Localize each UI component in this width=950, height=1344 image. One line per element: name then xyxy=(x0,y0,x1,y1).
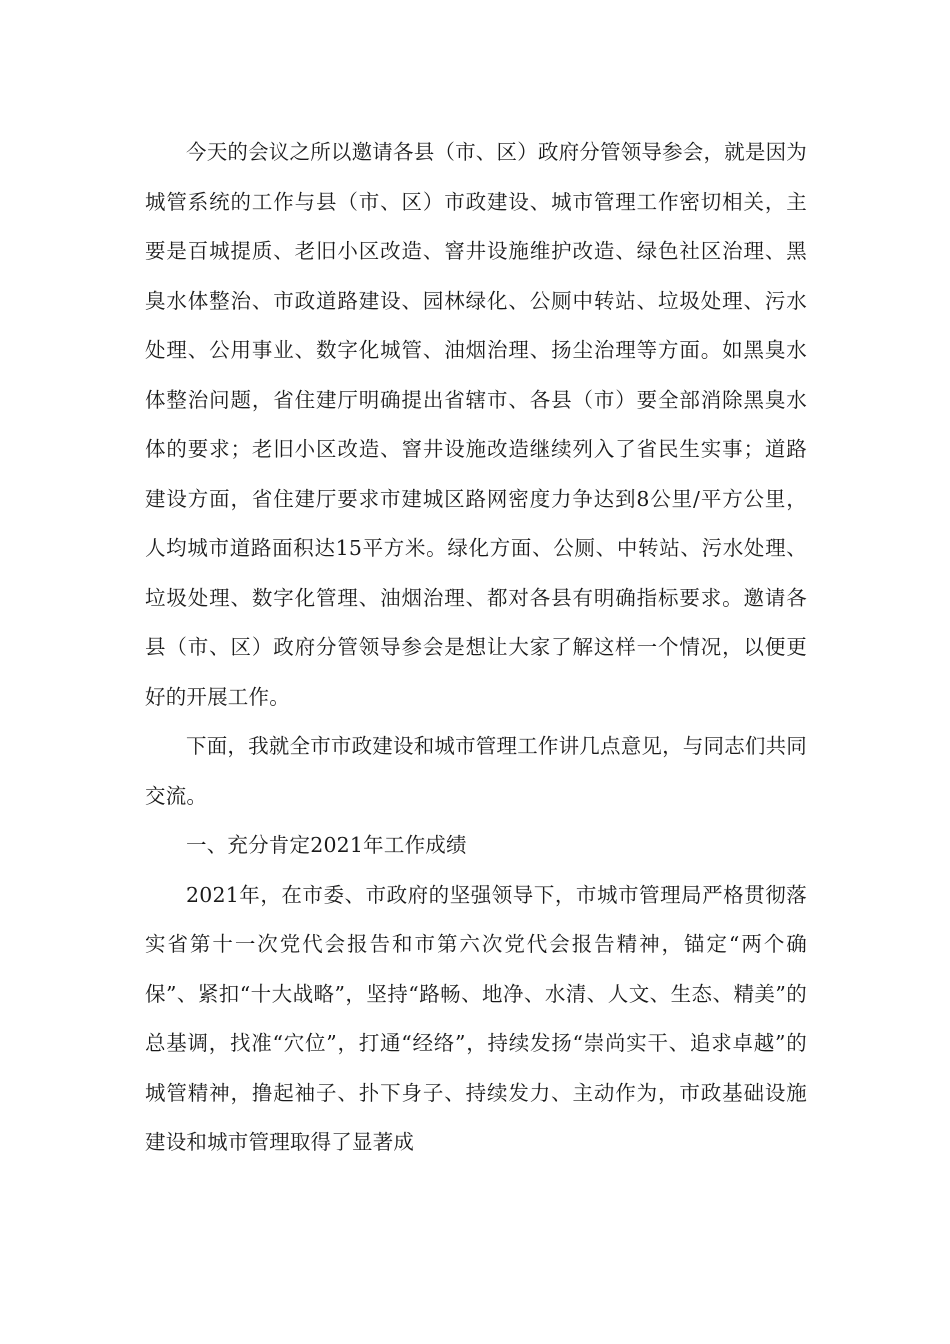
paragraph-introduction: 下面，我就全市市政建设和城市管理工作讲几点意见，与同志们共同交流。 xyxy=(145,734,807,808)
paragraph-2021-summary: 2021年，在市委、市政府的坚强领导下，市城市管理局严格贯彻落实省第十一次党代会报告和市第六次党代会报告精神，锚定“两个确保”、紧扣“十大战略”，坚持“路畅、地净、水清、人文、生态、精美”的总基调，找准“穴位”，打通“经络”，持续发扬“崇尚实干、追求卓越”的城管精神，撸起袖子、扑下身子、持续发力、主动作为，市政基础设施建设和城市管理取得了显著成 xyxy=(145,882,807,1154)
document-body xyxy=(145,128,807,1168)
paragraph-meeting-purpose: 今天的会议之所以邀请各县（市、区）政府分管领导参会，就是因为城管系统的工作与县（市、区）市政建设、城市管理工作密切相关，主要是百城提质、老旧小区改造、窨井设施维护改造、绿色社区治理、黑臭水体整治、市政道路建设、园林绿化、公厕中转站、垃圾处理、污水处理、公用事业、数字化城管、油烟治理、扬尘治理等方面。如黑臭水体整治问题，省住建厅明确提出省辖市、各县（市）要全部消除黑臭水体的要求；老旧小区改造、窨井设施改造继续列入了省民生实事；道路建设方面，省住建厅要求市建城区路网密度力争达到8公里/平方公里，人均城市道路面积达15平方米。绿化方面、公厕、中转站、污水处理、垃圾处理、数字化管理、油烟治理、都对各县有明确指标要求。邀请各县（市、区）政府分管领导参会是想让大家了解这样一个情况，以便更好的开展工作。 xyxy=(145,140,807,709)
section-heading-achievements: 一、充分肯定2021年工作成绩 xyxy=(186,833,467,857)
